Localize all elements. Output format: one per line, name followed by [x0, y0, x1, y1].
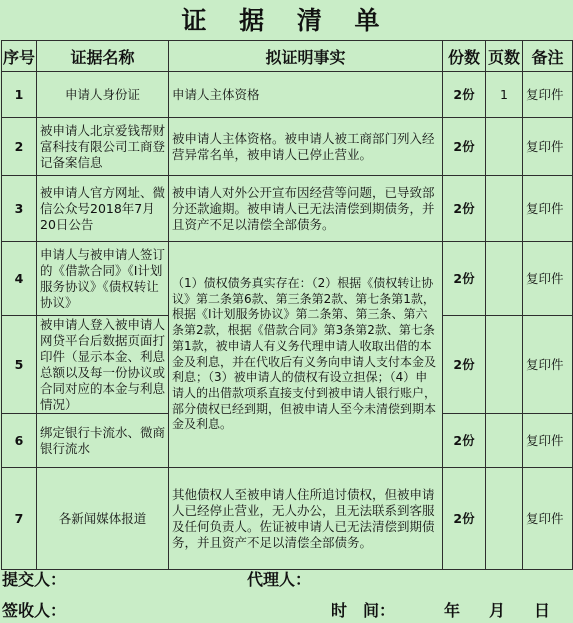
- row-name: 申请人身份证: [37, 72, 169, 118]
- row-remark: 复印件: [523, 414, 573, 468]
- row-copies: 2份: [443, 468, 486, 570]
- row-remark: 复印件: [523, 72, 573, 118]
- header-seq: 序号: [2, 41, 37, 72]
- row-remark: 复印件: [523, 316, 573, 414]
- row-seq: 2: [2, 118, 37, 176]
- row-copies: 2份: [443, 72, 486, 118]
- row-purpose: 被申请人对外公开宣布因经营等问题，已导致部分还款逾期。被申请人已无法清偿到期债务，并且资产不足以清偿全部债务。: [169, 176, 443, 242]
- row-purpose: 申请人主体资格: [169, 72, 443, 118]
- row-pages: [486, 242, 523, 316]
- row-pages: [486, 176, 523, 242]
- row-purpose: （1）债权债务真实存在：（2）根据《债权转让协议》第二条第6款、第三条第2款、第七条第1款，根据《I计划服务协议》第二条第、第三条、第六条第2款，根据《借款合同》第3条第2款、第七条第1款，被申请人有义务代理申请人收取出借的本金及利息，并在代收后有义务向申请人支付本金及利息；（3）被申请人的债权有设立担保；（4）申请人的出借款项系直接支付到被申请人银行账户，部分债权已经到期，但被申请人至今未清偿到期本金及利息。: [169, 242, 443, 468]
- row-remark: 复印件: [523, 176, 573, 242]
- receiver-label: 签收人：: [2, 601, 67, 620]
- row-name: 被申请人登入被申请人网贷平台后数据页面打印件（显示本金、利息总额以及每一份协议或合同对应的本金与利息情况）: [37, 316, 169, 414]
- footer-receiver-line: [0, 598, 573, 622]
- row-seq: 1: [2, 72, 37, 118]
- row-copies: 2份: [443, 316, 486, 414]
- month-label: 月: [489, 601, 506, 620]
- row-seq: 4: [2, 242, 37, 316]
- row-seq: 3: [2, 176, 37, 242]
- row-pages: [486, 468, 523, 570]
- row-purpose: 被申请人主体资格。被申请人被工商部门列入经营异常名单，被申请人已停止营业。: [169, 118, 443, 176]
- row-name: 申请人与被申请人签订的《借款合同》《I计划服务协议》《债权转让协议》: [37, 242, 169, 316]
- day-label: 日: [534, 601, 551, 620]
- row-copies: 2份: [443, 118, 486, 176]
- row-copies: 2份: [443, 414, 486, 468]
- table-row: [2, 242, 573, 316]
- page-title: 证 据 清 单: [181, 6, 392, 35]
- row-pages: [486, 118, 523, 176]
- row-remark: 复印件: [523, 468, 573, 570]
- header-remark: 备注: [523, 41, 573, 72]
- header-purpose: 拟证明事实: [169, 41, 443, 72]
- row-name: 绑定银行卡流水、微商银行流水: [37, 414, 169, 468]
- row-copies: 2份: [443, 176, 486, 242]
- table-row: [2, 118, 573, 176]
- row-pages: 1: [486, 72, 523, 118]
- row-pages: [486, 414, 523, 468]
- year-label: 年: [444, 601, 461, 620]
- row-name: 被申请人北京爱钱帮财富科技有限公司工商登记备案信息: [37, 118, 169, 176]
- row-purpose: 其他债权人至被申请人住所追讨债权，但被申请人已经停止营业，无人办公，且无法联系到客服及任何负责人。佐证被申请人已无法清偿到期债务，并且资产不足以清偿全部债务。: [169, 468, 443, 570]
- header-name: 证据名称: [37, 41, 169, 72]
- table-header-row: [2, 41, 573, 72]
- row-seq: 6: [2, 414, 37, 468]
- time-label: 时 间：: [331, 601, 396, 620]
- row-name: 各新闻媒体报道: [37, 468, 169, 570]
- table-row: [2, 468, 573, 570]
- footer-submitter-line: [0, 567, 573, 591]
- row-copies: 2份: [443, 242, 486, 316]
- table-row: [2, 72, 573, 118]
- header-copies: 份数: [443, 41, 486, 72]
- table-row: [2, 176, 573, 242]
- row-seq: 5: [2, 316, 37, 414]
- row-remark: 复印件: [523, 242, 573, 316]
- row-name: 被申请人官方网址、微信公众号2018年7月20日公告: [37, 176, 169, 242]
- row-pages: [486, 316, 523, 414]
- agent-label: 代理人：: [247, 570, 312, 589]
- row-seq: 7: [2, 468, 37, 570]
- header-pages: 页数: [486, 41, 523, 72]
- evidence-table: [1, 40, 573, 570]
- row-remark: 复印件: [523, 118, 573, 176]
- submitter-label: 提交人：: [2, 570, 67, 589]
